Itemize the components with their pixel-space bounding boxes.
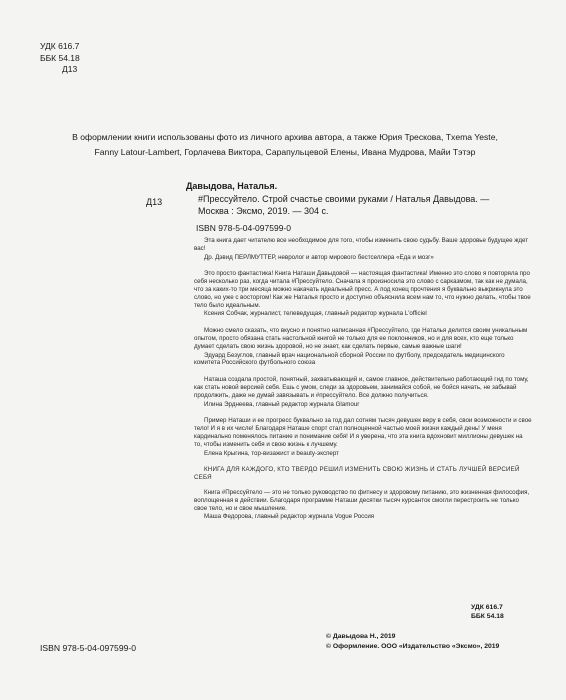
testimonial-author: Ксения Собчак, журналист, телеведущая, главный редактор журнала L'officiel (204, 310, 427, 318)
photo-credits (45, 130, 525, 160)
testimonial-text: Книга #Прессуйтело — это не только руководство по фитнесу и здоровому питанию, это жизненная философия, воплощенная в действии. Благодаря программе Наташи десятки тысяч курсанток смогли перестроить не только свое тело, но и свое мышление. (194, 488, 530, 512)
title-line: #Прессуйтело. Строй счастье своими руками / Наталья Давыдова. — (198, 193, 490, 204)
footer-udk: УДК 616.7 (471, 604, 503, 611)
footer-bbk: ББК 54.18 (471, 613, 504, 620)
footer-isbn: ISBN 978-5-04-097599-0 (40, 643, 137, 653)
testimonial (194, 270, 532, 318)
testimonial (194, 237, 532, 261)
tagline (194, 466, 532, 482)
testimonial (194, 376, 532, 408)
author-sign: Д13 (62, 64, 78, 74)
udk-code: УДК 616.7 (40, 41, 80, 51)
credits-line: Fanny Latour-Lambert, Горлачева Виктора, Сарапульцевой Елены, Ивана Мудрова, Майи Тэтэр (94, 147, 476, 157)
copyright-publisher: © Оформление. ООО «Издательство «Эксмо», 2019 (326, 643, 500, 650)
testimonial-author: Илина Эрднеева, главный редактор журнала Glamour (204, 400, 360, 408)
catalog-code: Д13 (146, 197, 163, 207)
testimonial-author: Маша Федорова, главный редактор журнала Vogue Россия (204, 513, 375, 521)
footer-classification (471, 603, 504, 621)
author-name: Давыдова, Наталья. (186, 181, 278, 191)
catalog-record (186, 180, 526, 218)
credits-line: В оформлении книги использованы фото из личного архива автора, а также Юрия Трескова, Txema Yeste, (72, 132, 498, 142)
catalog-isbn: ISBN 978-5-04-097599-0 (196, 223, 291, 233)
annotation (194, 237, 532, 530)
testimonial-author: Эдуард Безуглов, главный врач национальной сборной России по футболу, председатель медицинского комитета Российского футбольного союза (194, 351, 505, 367)
copyright-author: © Давыдова Н., 2019 (326, 633, 396, 640)
testimonial-text: Наташа создала простой, понятный, захватывающий и, самое главное, действительно работающий гид по тому, как стать новой версией себя. Ешь с умом, следи за здоровьем, занимайся собой, не бойся начать, не забывай продолжить, даже не думай завязывать и #прессуйтело. Все должно получиться. (194, 376, 529, 399)
testimonial-author: Елена Крыгина, тор-визажист и beauty-эксперт (204, 449, 340, 457)
testimonial-text: Это просто фантастика! Книга Наташи Давыдовой — настоящая фантастика! Именно это слово я повторяла про себя несколько раз, когда читала #Прессуйтело. Сначала я произносила это слово с сарказмом, так как не думала, что за каких-то три месяца можно накачать идеальный пресс. А под конец прочтения я буквально выкрикнула это слово, но уже с восторгом! Как же Наталья просто и доступно объяснила всем нам то, что нужно делать, чтобы твое тело было идеальным. (194, 270, 531, 309)
testimonial-text: Пример Наташи и ее прогресс буквально за год дал сотням тысяч девушек веру в себя, свои возможности и свое тело! И я в их числе! Благодаря Наташе спорт стал полноценной частью моей жизни каждый день! У меня кардинально поменялось питание и понимание себя! И я уверена, что эта книга вдохновит миллионы девушек на то, чтобы изменить себя и свою жизнь к лучшему. (194, 417, 532, 448)
testimonial (194, 327, 532, 367)
tagline-text: КНИГА ДЛЯ КАЖДОГО, КТО ТВЕРДО РЕШИЛ ИЗМЕНИТЬ СВОЮ ЖИЗНЬ И СТАТЬ ЛУЧШЕЙ ВЕРСИЕЙ СЕБЯ (194, 466, 520, 482)
testimonial (194, 489, 532, 521)
testimonial-text: Можно смело сказать, что вкусно и понятно написанная #Прессуйтело, где Наталья делится своим уникальным опытом, просто обязана стать настольной книгой не только для ее поклонников, но и для всех, кто еще только думает сделать свою жизнь здоровой, но не знает, как сделать первые, самые важные шаги! (194, 327, 528, 350)
testimonial (194, 417, 532, 457)
publisher-line: Москва : Эксмо, 2019. — 304 с. (198, 206, 329, 216)
testimonial-text: Эта книга дает читателю все необходимое для того, чтобы изменить свою судьбу. Ваше здоровье будущее ждет вас! (194, 237, 529, 252)
testimonial-author: Др. Дэвид ПЕРЛМУТТЕР, невролог и автор мирового бестселлера «Еда и мозг» (204, 253, 434, 261)
classification-block (40, 41, 80, 76)
copyright-block (326, 632, 499, 652)
bbk-code: ББК 54.18 (40, 52, 80, 63)
